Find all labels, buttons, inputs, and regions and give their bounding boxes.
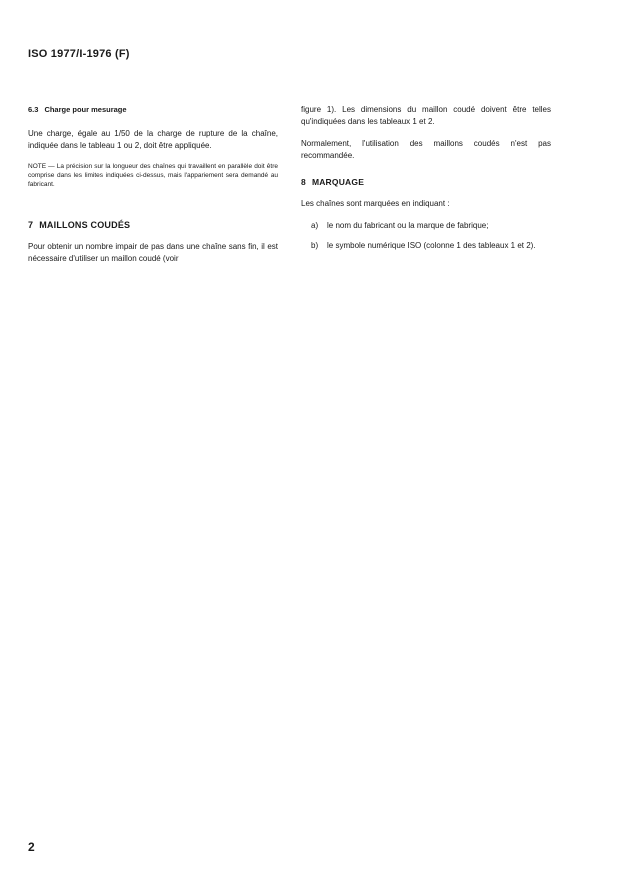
list-item bbox=[301, 240, 551, 252]
subsection-heading-6-3 bbox=[28, 104, 278, 116]
list-text: le nom du fabricant ou la marque de fabrique; bbox=[327, 221, 489, 230]
section-title: MAILLONS COUDÉS bbox=[39, 220, 131, 230]
document-header: ISO 1977/I-1976 (F) bbox=[28, 48, 130, 60]
paragraph-normalement: Normalement, l'utilisation des maillons coudés n'est pas recommandée. bbox=[301, 139, 551, 160]
list-marker: a) bbox=[311, 221, 319, 230]
section-number: 7 bbox=[28, 220, 34, 230]
list-text: le symbole numérique ISO (colonne 1 des tableaux 1 et 2). bbox=[327, 241, 536, 250]
section-number: 8 bbox=[301, 177, 306, 187]
list-marker: b) bbox=[311, 241, 319, 250]
page-number: 2 bbox=[28, 840, 35, 854]
paragraph-charge: Une charge, égale au 1/50 de la charge de rupture de la chaîne, indiquée dans le tableau 1 ou 2, doit être appliquée. bbox=[28, 129, 278, 150]
left-column bbox=[28, 104, 278, 275]
section-title: MARQUAGE bbox=[311, 177, 365, 187]
marquage-intro: Les chaînes sont marquées en indiquant : bbox=[301, 199, 450, 208]
note-paragraph: NOTE — La précision sur la longueur des chaînes qui travaillent en parallèle doit être comprise dans les limites indiquées ci-dessus, mais l'appariement sera demandé au fabricant. bbox=[28, 163, 278, 188]
section-heading-7 bbox=[28, 219, 278, 231]
paragraph-figure-continuation: figure 1). Les dimensions du maillon coudé doivent être telles qu'indiquées dans les tableaux 1 et 2. bbox=[301, 105, 551, 126]
list-item bbox=[301, 220, 551, 232]
paragraph-maillons: Pour obtenir un nombre impair de pas dans une chaîne sans fin, il est nécessaire d'utiliser un maillon coudé (voir bbox=[28, 242, 278, 263]
section-heading-8 bbox=[301, 176, 551, 188]
right-column bbox=[301, 104, 551, 260]
subsection-number: 6.3 bbox=[28, 105, 39, 114]
subsection-title: Charge pour mesurage bbox=[44, 105, 127, 114]
